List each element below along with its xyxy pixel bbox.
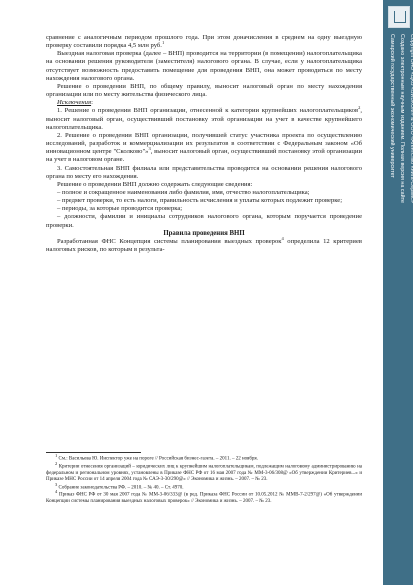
footnote-number: 2 (55, 460, 58, 466)
exception-text: , выносит налоговый орган, осуществивший постановку этой организации на учет в качестве крупнейшего налогоплательщика. (46, 107, 362, 131)
exception-text: 1. Решение о проведении ВНП организации, отнесенной к категории крупнейших налогоплательщиков (57, 107, 359, 115)
footnote-ref[interactable]: 2 (358, 105, 361, 111)
footnote-number: 3 (55, 481, 58, 487)
footnote-number: 1 (55, 453, 58, 458)
footnote-ref[interactable]: 3 (148, 146, 151, 151)
paragraph: Выездная налоговая проверка (далее – ВНП) проводится на территории (в помещении) налогоплательщика на основании решения руководителя (заместителя) налогового органа. В случае, если у налогоплательщика отсутствует возможность предоставить помещение для проведения ВНП, она может проводиться по месту нахождения налогового органа. (46, 50, 362, 82)
exception-text: 2. Решение о проведении ВНП организации, получившей статус участника проекта по осуществлению исследований, разработок и коммерциализации их результатов в соответствии с Федеральным законом «Об инновационном центре "Сколково"» (46, 131, 362, 156)
paragraph-text: сравнение с аналогичным периодом прошлого года. При этом доначисления в среднем на одну выездную проверку составили порядка 4,5 млн руб. (46, 34, 362, 50)
footnote-text: Приказ ФНС РФ от 30 мая 2007 года № ММ-3-06/333@ (в ред. Приказа ФНС России от 10.05.2012 № ММВ-7-2/297@) «Об утверждении Концепции системы планирования выездных налоговых проверок» // Экономика и жизнь. – 2007. – № 23. (46, 493, 362, 505)
paragraph (46, 235, 362, 254)
exceptions-label: Исключения (57, 99, 92, 107)
footnote-ref[interactable]: 4 (281, 235, 284, 241)
footnote (46, 489, 362, 505)
list-item: – предмет проверки, то есть налоги, правильность исчисления и уплаты которых подлежит проверке; (57, 197, 343, 205)
paragraph: Решение о проведении ВНП, по общему правилу, выносит налоговый орган по месту нахождения организации или по месту жительства физического лица. (46, 82, 362, 99)
library-logo-icon[interactable] (388, 6, 410, 28)
paragraph (46, 34, 362, 50)
exceptions-colon: : (91, 99, 93, 107)
footnote (46, 453, 362, 463)
list-item: – полное и сокращенное наименования либо фамилия, имя, отчество налогоплательщика; (57, 188, 310, 196)
exception-item: 3. Самостоятельная ВНП филиала или представительства проводится на основании решения налогового органа по месту его нахождения. (46, 164, 362, 180)
footnote (46, 460, 362, 484)
list-item: – должности, фамилии и инициалы сотрудников налогового органа, которым поручается проведение проверки. (46, 213, 362, 229)
library-sidebar (383, 0, 413, 585)
sidebar-line: Copyright ОАО «ЦКБ «БИБКОМ» & ООО «Aгентство Книга-Сервис» (409, 34, 415, 203)
exception-text: , выносит налоговый орган, осуществивший постановку этой организации на учет в налоговом органе. (46, 148, 362, 164)
sidebar-copyright (387, 34, 417, 554)
list-item: – периоды, за которые проводится проверка; (57, 205, 183, 213)
footnote-divider (46, 452, 141, 453)
footnote-ref[interactable]: 1 (161, 39, 165, 45)
sidebar-line: Создано электронным научным изданием. Полная версия на сайте (399, 34, 405, 204)
footnote (46, 481, 362, 495)
footnote-text: Собрание законодательства РФ. – 2010. – № 40. – Ст. 4970. (58, 485, 184, 491)
paragraph: Решение о проведении ВНП должно содержать следующие сведения: (57, 180, 253, 188)
sidebar-line: Самарский государственный экономический университет (389, 34, 395, 178)
paragraph-text: определила 12 критериев налоговых рисков, по которым в результа- (46, 237, 362, 254)
paragraph-text: Разработанная ФНС Концепция системы планирования выездных проверок (57, 237, 282, 245)
footnotes (46, 452, 362, 507)
footnote-text: Критерии отнесения организаций – юридических лиц к крупнейшим налогоплательщикам, подлежащим налоговому администрированию на федеральном и региональном уровнях, установлены в Приказе ФНС РФ от 16 мая 2007 года № ММ-3-06/308@ «Об утверждении Критериев...» и Приказе МНС России от 14 апреля 2004 года № САЭ-3-30/290@» // Экономика и жизнь. – 2007. – № 23. (46, 464, 362, 483)
section-heading: Правила проведения ВНП (163, 229, 245, 237)
footnote-text: См.: Васильева Ю. Инспектор уже на пороге // Российская бизнес-газета. – 2011. – 22 ноября. (58, 456, 258, 462)
exception-item (46, 132, 362, 165)
exception-item (46, 107, 362, 131)
footnote-number: 4 (55, 489, 58, 495)
